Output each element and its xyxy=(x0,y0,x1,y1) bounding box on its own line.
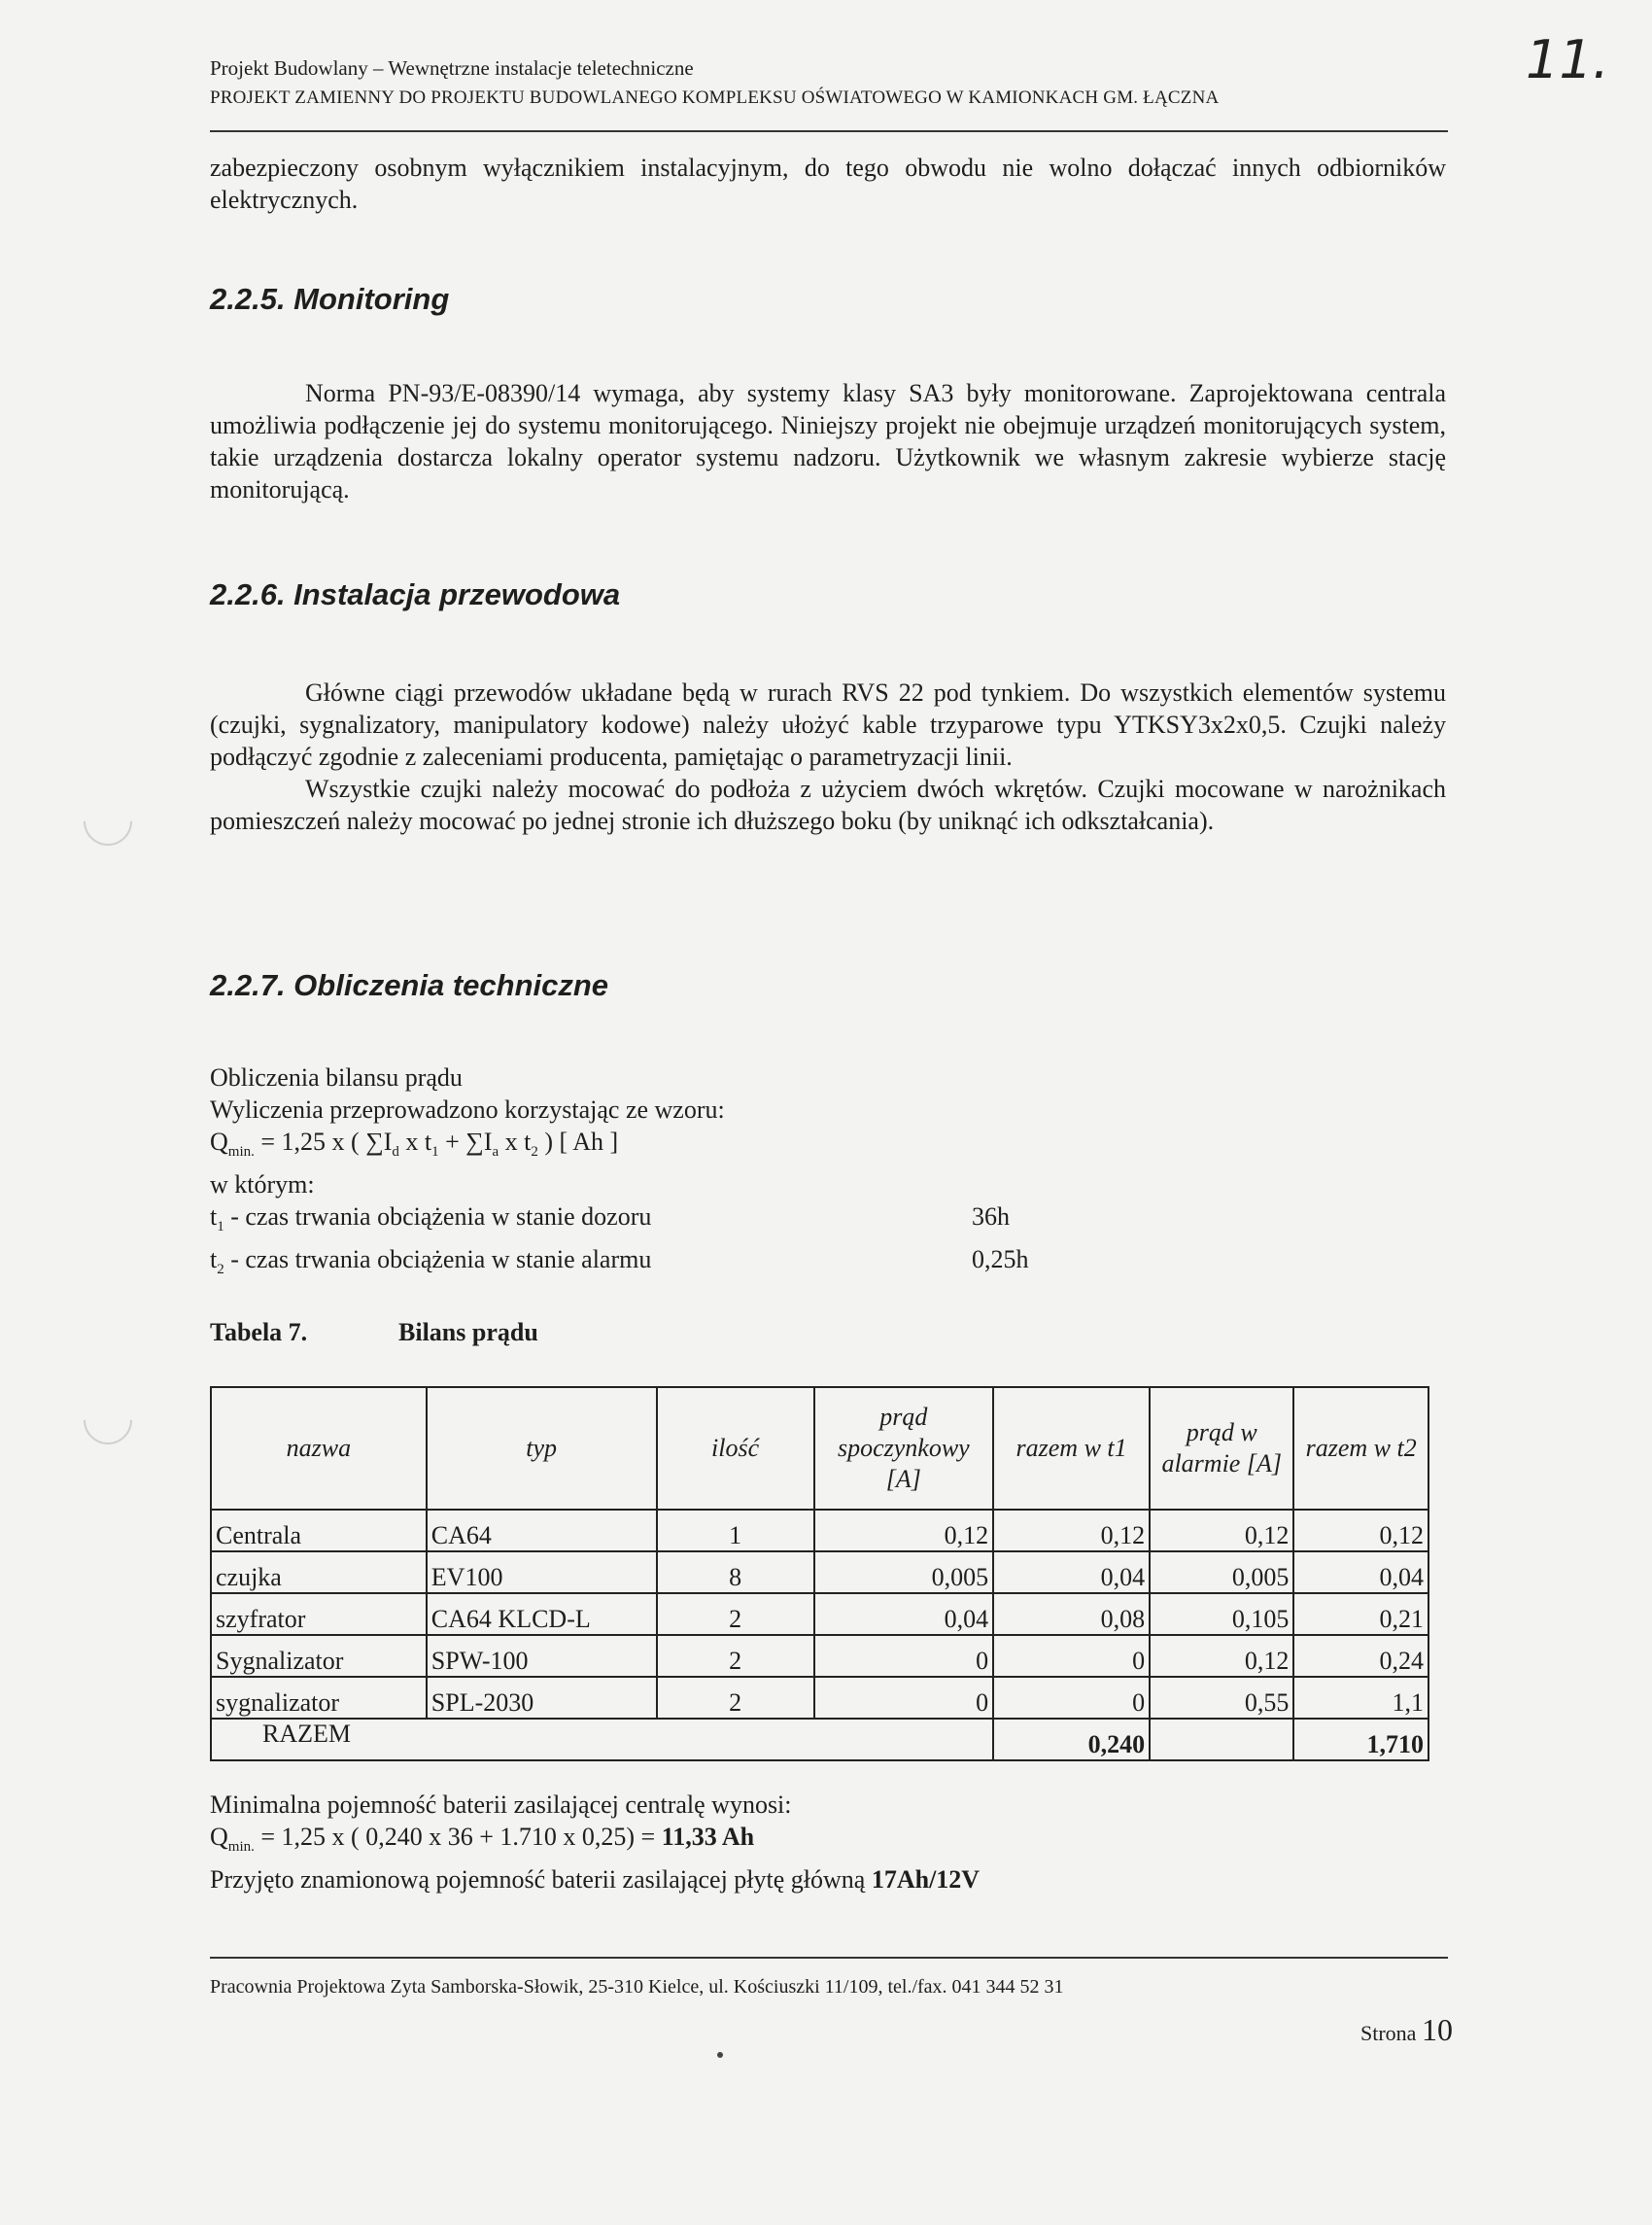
formula-part-a: = 1,25 x ( ∑I xyxy=(254,1128,393,1156)
table-row xyxy=(211,1593,1428,1635)
cell-nazwa: Sygnalizator xyxy=(211,1635,427,1677)
instalacja-text-1: Główne ciągi przewodów układane będą w rurach RVS 22 pod tynkiem. Do wszystkich elementów systemu (czujki, sygnalizatory, manipulatory kodowe) należy ułożyć kable trzyparowe typu YTKSY3x2x0,5. Czujki należy podłączyć zgodnie z zaleceniami producenta, pamiętając o parametryzacji linii. xyxy=(210,678,1446,771)
intro-text: zabezpieczony osobnym wyłącznikiem instalacyjnym, do tego obwodu nie wolno dołączać innych odbiorników elektrycznych. xyxy=(210,154,1446,214)
battery-line-1: Minimalna pojemność baterii zasilającej centralę wynosi: xyxy=(210,1790,792,1819)
monitoring-text: Norma PN-93/E-08390/14 wymaga, aby systemy klasy SA3 były monitorowane. Zaprojektowana centrala umożliwia podłączenie jej do systemu monitorującego. Niniejszy projekt nie obejmuje urządzeń monitorujących system, takie urządzenia dostarcza lokalny operator systemu nadzoru. Użytkownik we własnym zakresie wybierze stację monitorującą. xyxy=(210,379,1446,504)
cell-typ: SPW-100 xyxy=(427,1635,657,1677)
battery-result: 11,33 Ah xyxy=(661,1823,755,1851)
cell-razem-t2: 1,1 xyxy=(1293,1677,1428,1719)
table-header-row xyxy=(211,1387,1428,1510)
cell-nazwa: Centrala xyxy=(211,1510,427,1551)
current-balance-table xyxy=(210,1386,1429,1761)
punch-hole-mark xyxy=(74,787,143,856)
cell-razem-t2: 0,24 xyxy=(1293,1635,1428,1677)
t2-description: - czas trwania obciążenia w stanie alarmu xyxy=(224,1245,652,1274)
battery-formula xyxy=(210,1821,1446,1863)
footer-divider xyxy=(210,1957,1448,1959)
instalacja-text-2: Wszystkie czujki należy mocować do podłoża z użyciem dwóch wkrętów. Czujki mocowane w narożnikach pomieszczeń należy mocować po jednej stronie ich dłuższego boku (by uniknąć ich odkształcania). xyxy=(210,775,1446,835)
cell-ilosc: 2 xyxy=(657,1635,814,1677)
calc-line-4: w którym: xyxy=(210,1170,315,1199)
calc-formula xyxy=(210,1126,1084,1168)
header-razem-t1: razem w t1 xyxy=(993,1387,1150,1510)
t1-symbol: t xyxy=(210,1202,218,1232)
cell-typ: CA64 xyxy=(427,1510,657,1551)
cell-typ: SPL-2030 xyxy=(427,1677,657,1719)
formula-part-b: x t xyxy=(398,1128,432,1156)
cell-alarm: 0,12 xyxy=(1150,1510,1293,1551)
table-row xyxy=(211,1510,1428,1551)
cell-typ: CA64 KLCD-L xyxy=(427,1593,657,1635)
header-prad-alarm: prąd w alarmie [A] xyxy=(1150,1387,1293,1510)
t1-sub: 1 xyxy=(217,1219,224,1235)
table-total-row xyxy=(211,1719,1428,1760)
t2-symbol: t xyxy=(210,1245,218,1274)
cell-nazwa: czujka xyxy=(211,1551,427,1593)
table-row xyxy=(211,1551,1428,1593)
header-subtitle: PROJEKT ZAMIENNY DO PROJEKTU BUDOWLANEGO KOMPLEKSU OŚWIATOWEGO W KAMIONKACH GM. ŁĄCZNA xyxy=(210,87,1220,108)
cell-alarm: 0,105 xyxy=(1150,1593,1293,1635)
battery-line-3 xyxy=(210,1863,1446,1895)
instalacja-paragraph xyxy=(210,677,1446,837)
total-razem-t2: 1,710 xyxy=(1293,1719,1428,1760)
footer-address: Pracownia Projektowa Zyta Samborska-Słowik, 25-310 Kielce, ul. Kościuszki 11/109, tel./fax. 041 344 52 31 xyxy=(210,1976,1064,1998)
cell-alarm: 0,005 xyxy=(1150,1551,1293,1593)
cell-alarm: 0,12 xyxy=(1150,1635,1293,1677)
intro-paragraph xyxy=(210,152,1446,216)
page-label: Strona xyxy=(1360,2021,1417,2045)
cell-spoczynkowy: 0,04 xyxy=(814,1593,993,1635)
t2-sub: 2 xyxy=(217,1262,224,1278)
formula-sub-d: d xyxy=(392,1144,399,1161)
header-razem-t2: razem w t2 xyxy=(1293,1387,1428,1510)
calculation-block xyxy=(210,1061,1084,1287)
battery-line-3-text: Przyjęto znamionową pojemność baterii zasilającej płytę główną xyxy=(210,1865,872,1895)
cell-typ: EV100 xyxy=(427,1551,657,1593)
cell-razem-t2: 0,04 xyxy=(1293,1551,1428,1593)
cell-spoczynkowy: 0,12 xyxy=(814,1510,993,1551)
cell-nazwa: sygnalizator xyxy=(211,1677,427,1719)
cell-razem-t1: 0,08 xyxy=(993,1593,1150,1635)
header-nazwa: nazwa xyxy=(211,1387,427,1510)
section-title-instalacja: 2.2.6. Instalacja przewodowa xyxy=(210,577,621,611)
table-row xyxy=(211,1677,1428,1719)
cell-razem-t1: 0 xyxy=(993,1677,1150,1719)
formula-part-e: ) [ Ah ] xyxy=(537,1128,619,1156)
cell-spoczynkowy: 0 xyxy=(814,1635,993,1677)
monitoring-paragraph xyxy=(210,377,1446,505)
cell-ilosc: 2 xyxy=(657,1593,814,1635)
battery-formula-text: = 1,25 x ( 0,240 x 36 + 1.710 x 0,25) = xyxy=(254,1823,662,1851)
t1-description: - czas trwania obciążenia w stanie dozoru xyxy=(224,1202,652,1232)
cell-razem-t1: 0,12 xyxy=(993,1510,1150,1551)
scan-speck xyxy=(717,2052,723,2058)
cell-spoczynkowy: 0,005 xyxy=(814,1551,993,1593)
punch-hole-mark xyxy=(74,1386,143,1455)
total-razem-t1: 0,240 xyxy=(993,1719,1150,1760)
cell-alarm: 0,55 xyxy=(1150,1677,1293,1719)
formula-part-d: x t xyxy=(499,1128,532,1156)
cell-nazwa: szyfrator xyxy=(211,1593,427,1635)
total-label: RAZEM xyxy=(211,1719,993,1760)
t2-row xyxy=(210,1243,1084,1286)
formula-q-sub: min. xyxy=(227,1144,255,1161)
page-number-value: 10 xyxy=(1421,2012,1453,2047)
cell-ilosc: 1 xyxy=(657,1510,814,1551)
battery-capacity: 17Ah/12V xyxy=(871,1865,981,1895)
header-divider xyxy=(210,130,1448,132)
t1-value: 36h xyxy=(972,1202,1010,1232)
total-empty-cell xyxy=(1150,1719,1293,1760)
header-prad-spoczynkowy: prąd spoczynkowy [A] xyxy=(814,1387,993,1510)
formula-part-c: + ∑I xyxy=(438,1128,493,1156)
page-number xyxy=(1360,2012,1453,2048)
battery-q: Q xyxy=(210,1823,228,1851)
handwritten-page-mark: 11. xyxy=(1526,29,1609,90)
section-title-obliczenia: 2.2.7. Obliczenia techniczne xyxy=(210,968,609,1002)
battery-block xyxy=(210,1789,1446,1895)
table-caption-title: Bilans prądu xyxy=(398,1318,538,1346)
calc-line-2: Wyliczenia przeprowadzono korzystając ze wzoru: xyxy=(210,1095,725,1124)
calc-line-1: Obliczenia bilansu prądu xyxy=(210,1063,463,1092)
header-typ: typ xyxy=(427,1387,657,1510)
cell-razem-t1: 0 xyxy=(993,1635,1150,1677)
header-ilosc: ilość xyxy=(657,1387,814,1510)
t2-value: 0,25h xyxy=(972,1245,1029,1274)
header-title: Projekt Budowlany – Wewnętrzne instalacje teletechniczne xyxy=(210,56,694,80)
cell-ilosc: 2 xyxy=(657,1677,814,1719)
cell-razem-t1: 0,04 xyxy=(993,1551,1150,1593)
battery-q-sub: min. xyxy=(227,1839,255,1856)
cell-ilosc: 8 xyxy=(657,1551,814,1593)
cell-spoczynkowy: 0 xyxy=(814,1677,993,1719)
t1-row xyxy=(210,1200,1084,1243)
formula-q: Q xyxy=(210,1128,228,1156)
table-caption-label: Tabela 7. xyxy=(210,1318,308,1346)
cell-razem-t2: 0,12 xyxy=(1293,1510,1428,1551)
cell-razem-t2: 0,21 xyxy=(1293,1593,1428,1635)
formula-sub-2: 2 xyxy=(531,1144,538,1161)
formula-sub-a: a xyxy=(492,1144,499,1161)
formula-sub-1: 1 xyxy=(431,1144,439,1161)
section-title-monitoring: 2.2.5. Monitoring xyxy=(210,282,450,316)
table-row xyxy=(211,1635,1428,1677)
